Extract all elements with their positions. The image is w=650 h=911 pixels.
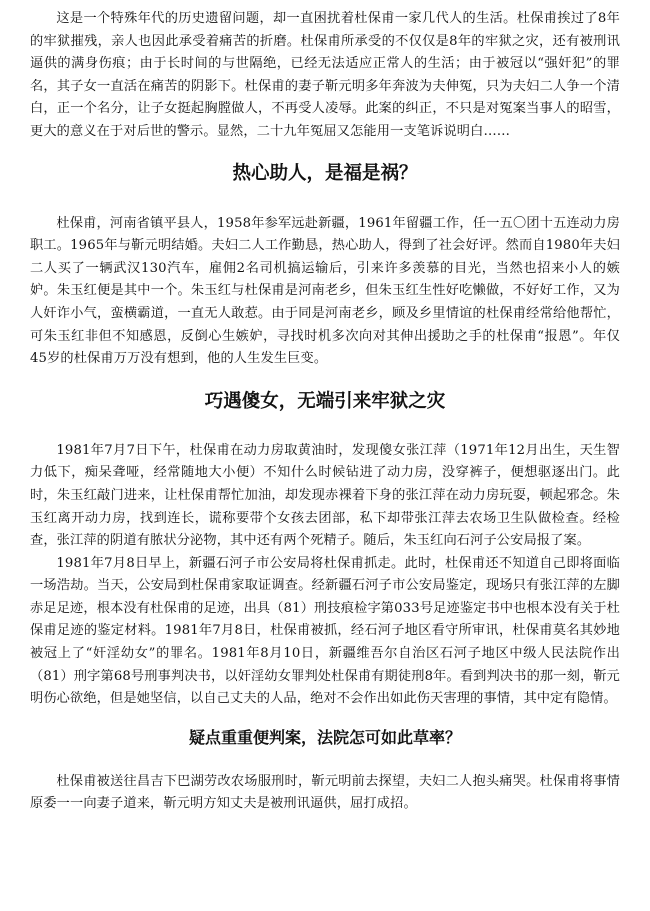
section-heading-1: 热心助人，是福是祸？ xyxy=(232,162,418,184)
section-heading-2: 巧遇傻女，无端引来牢狱之灾 xyxy=(204,390,446,412)
section-heading-3: 疑点重重便判案，法院怎可如此草率？ xyxy=(188,727,461,747)
intro-paragraph: 这是一个特殊年代的历史遗留问题，却一直困扰着杜保甫一家几代人的生活。杜保甫挨过了8年的牢狱摧残，亲人也因此承受着痛苦的折磨。杜保甫所承受的不仅仅是8年的牢狱之灾，还有被刑讯逼供的满身伤痕；由于长时间的与世隔绝，已经无法适应正常人的生活；由于被冠以“强奸犯”的罪名，其子女一直活在痛苦的阴影下。杜保甫的妻子靳元明多年奔波为夫伸冤，只为夫妇二人争一个清白，正一个名分，让子女挺起胸膛做人，不再受人凌辱。此案的纠正，不只是对冤案当事人的昭雪，更大的意义在于对后世的警示。显然，二十九年冤屈又怎能用一支笔诉说明白…… xyxy=(30,11,620,139)
section-1-paragraph-1: 杜保甫，河南省镇平县人，1958年参军远赴新疆，1961年留疆工作，任一五〇团十五连动力房职工。1965年与靳元明结婚。夫妇二人工作勤恳，热心助人，得到了社会好评。然而自1980年夫妇二人买了一辆武汉130汽车，雇佣2名司机搞运输后，引来许多羡慕的目光，当然也招来小人的嫉妒。朱玉红便是其中一个。朱玉红与杜保甫是河南老乡，但朱玉红生性好吃懒做，不好好工作，又为人奸诈小气，蛮横霸道，一直无人敢惹。由于同是河南老乡，顾及乡里情谊的杜保甫经常给他帮忙，可朱玉红非但不知感恩，反倒心生嫉妒，寻找时机多次向对其伸出援助之手的杜保甫“报恩”。年仅45岁的杜保甫万万没有想到，他的人生发生巨变。 xyxy=(30,215,620,367)
section-3-paragraph-1: 杜保甫被送往昌吉下巴湖劳改农场服刑时，靳元明前去探望，夫妇二人抱头痛哭。杜保甫将事情原委一一向妻子道来，靳元明方知丈夫是被刑讯逼供，屈打成招。 xyxy=(30,773,620,812)
section-2-paragraph-2: 1981年7月8日早上，新疆石河子市公安局将杜保甫抓走。此时，杜保甫还不知道自己即将面临一场浩劫。当天，公安局到杜保甫家取证调查。经新疆石河子市公安局鉴定，现场只有张江萍的左脚赤足足迹，根本没有杜保甫的足迹，出具（81）刑技痕检字第033号足迹鉴定书中也根本没有关于杜保甫足迹的鉴定材料。1981年7月8日，杜保甫被抓，经石河子地区看守所审讯，杜保甫莫名其妙地被冠上了“奸淫幼女”的罪名。1981年8月10日，新疆维吾尔自治区石河子地区中级人民法院作出（81）刑字第68号刑事判决书，以奸淫幼女罪判处杜保甫有期徒刑8年。看到判决书的那一刻，靳元明伤心欲绝，但是她坚信，以自己丈夫的人品，绝对不会作出如此伤天害理的事情，其中定有隐情。 xyxy=(30,555,620,707)
section-2-paragraph-1: 1981年7月7日下午，杜保甫在动力房取黄油时，发现傻女张江萍（1971年12月出生，天生智力低下，痴呆聋哑，经常随地大小便）不知什么时候钻进了动力房，没穿裤子，便想驱逐出门。此时，朱玉红敲门进来，让杜保甫帮忙加油，却发现赤裸着下身的张江萍在动力房玩耍，顿起邪念。朱玉红离开动力房，找到连长，谎称要带个女孩去团部，私下却带张江萍去农场卫生队做检查。经检查，张江萍的阴道有脓状分泌物，其中还有两个死精子。随后，朱玉红向石河子公安局报了案。 xyxy=(30,442,620,549)
